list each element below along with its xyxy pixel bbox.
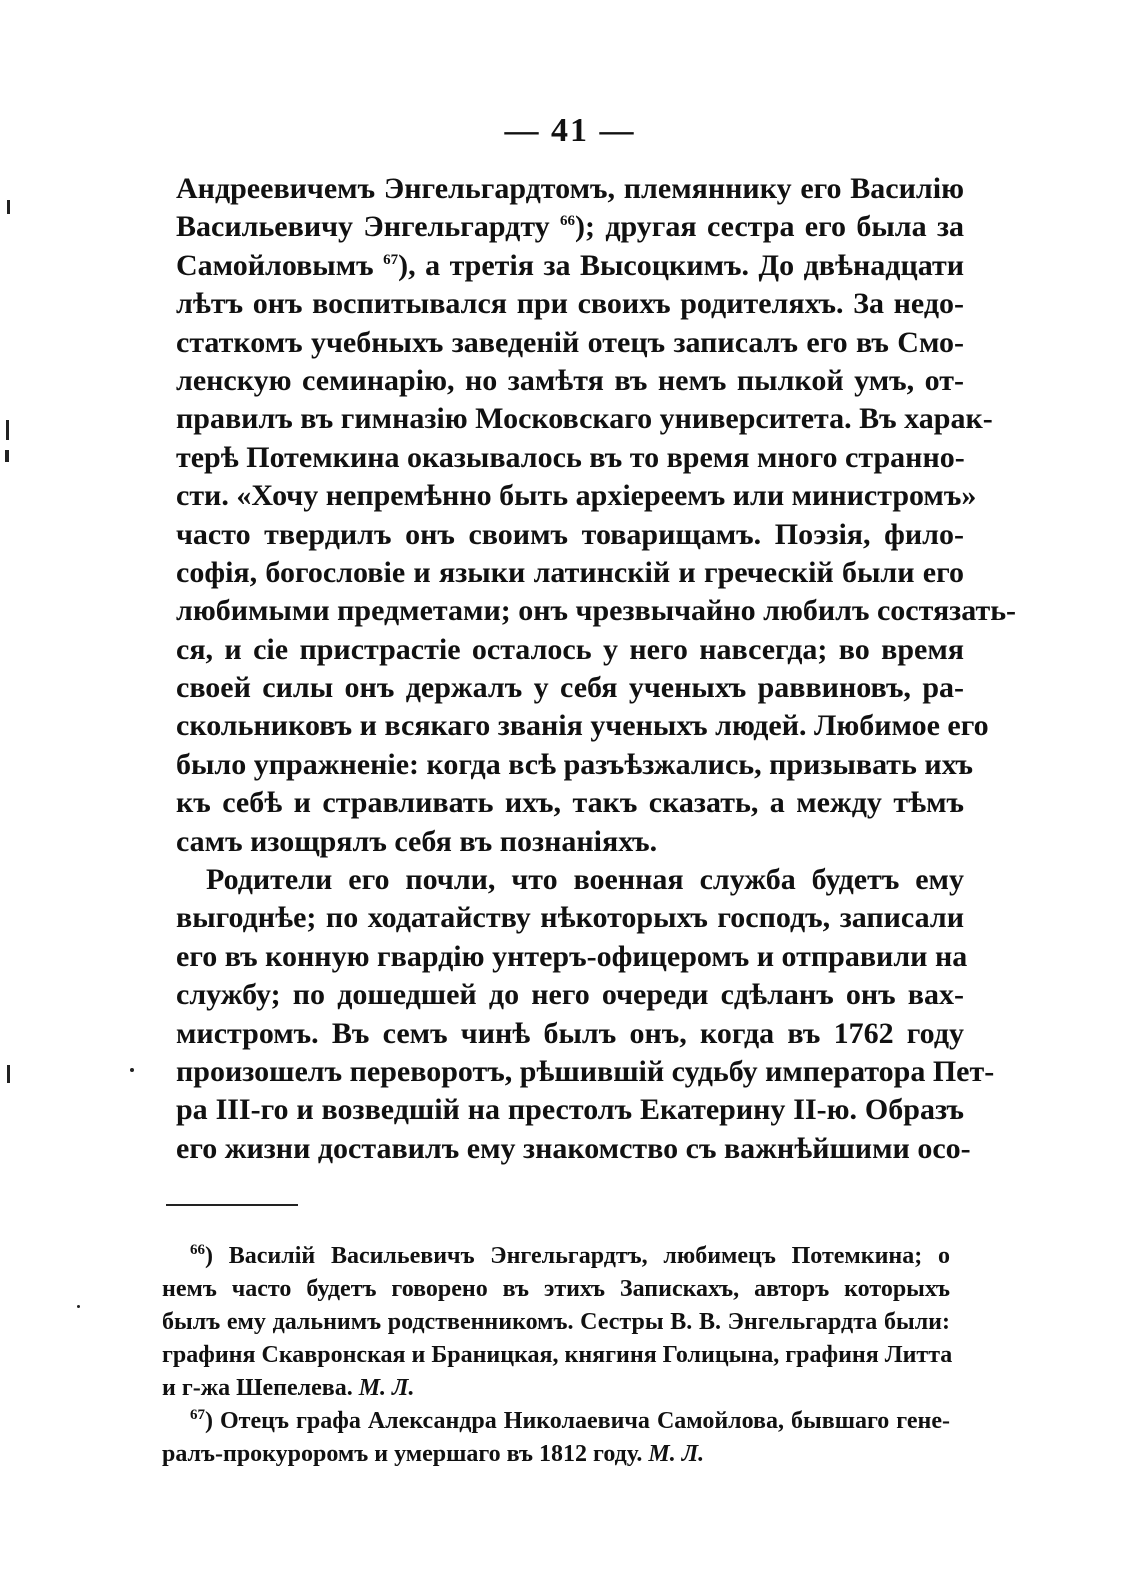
text-line: ся, и сіе пристрастіе осталось у него навсегда; во время — [176, 632, 964, 666]
footnote-line: $^{67}$) Отецъ графа Александра Николаевича Самойлова, бывшаго гене- — [190, 1407, 950, 1434]
text-line: произошелъ переворотъ, рѣшившій судьбу императора Пет- — [176, 1054, 995, 1088]
text-line: терѣ Потемкина оказывалось въ то время много странно- — [176, 440, 965, 474]
footnote-divider — [166, 1204, 298, 1206]
scan-mark — [7, 1065, 10, 1083]
page-number: — 41 — — [504, 112, 636, 149]
text-line: Андреевичемъ Энгельгардтомъ, племяннику его Василію — [176, 172, 964, 205]
footnote-line: и г-жа Шепелева. М. Л. — [162, 1375, 415, 1401]
footnote-line: $^{66}$) Василій Васильевичъ Энгельгардтъ, любимецъ Потемкина; о — [190, 1242, 950, 1269]
footnote-signature: М. Л. — [358, 1375, 415, 1401]
scan-mark — [6, 420, 9, 440]
text-line: софія, богословіе и языки латинскій и греческій были его — [176, 555, 964, 589]
text-line: службу; по дошедшей до него очереди сдѣланъ онъ вах- — [176, 978, 964, 1012]
text-line: скольниковъ и всякаго званія ученыхъ людей. Любимое его — [176, 709, 989, 743]
footnote-line: ралъ-прокуроромъ и умершаго въ 1812 году. М. Л. — [162, 1441, 705, 1467]
scan-mark — [77, 1305, 80, 1308]
text-line: часто твердилъ онъ своимъ товарищамъ. Поэзія, фило- — [176, 517, 964, 551]
text-line: къ себѣ и стравливать ихъ, такъ сказать, а между тѣмъ — [176, 786, 964, 820]
text-line: Васильевичу Энгельгардту $^{66}$); другая сестра его была за — [176, 210, 964, 244]
text-line: его въ конную гвардію унтеръ-офицеромъ и отправили на — [176, 939, 968, 973]
footnote-ref-66[interactable]: 66 — [560, 213, 576, 230]
text-line: любимыми предметами; онъ чрезвычайно любилъ состязать- — [176, 594, 1017, 628]
text-line: своей силы онъ держалъ у себя ученыхъ раввиновъ, ра- — [176, 671, 964, 705]
footnotes — [162, 1240, 953, 1471]
text-line: самъ изощрялъ себя въ познаніяхъ. — [176, 824, 658, 858]
text-line: Самойловымъ $^{67}$), а третія за Высоцкимъ. До двѣнадцати — [176, 248, 964, 282]
scan-mark — [7, 200, 10, 214]
footnote-line: былъ ему дальнимъ родственникомъ. Сестры В. В. Энгельгардта были: — [162, 1309, 950, 1335]
text-line: выгоднѣе; по ходатайству нѣкоторыхъ господъ, записали — [176, 901, 964, 935]
main-text — [176, 170, 1017, 1168]
text-line: его жизни доставилъ ему знакомство съ важнѣйшими осо- — [176, 1131, 971, 1165]
text-line: статкомъ учебныхъ заведеній отецъ записалъ его въ Смо- — [176, 325, 964, 359]
footnote-signature: М. Л. — [648, 1441, 705, 1467]
footnote-line: немъ часто будетъ говорено въ этихъ Запискахъ, авторъ которыхъ — [162, 1276, 950, 1302]
scan-mark — [5, 450, 9, 462]
text-line: Родители его почли, что военная служба будетъ ему — [206, 863, 964, 897]
text-line: было упражненіе: когда всѣ разъѣзжались, призывать ихъ — [176, 747, 974, 781]
text-line: ра III-го и возведшій на престолъ Екатерину II-ю. Образъ — [176, 1093, 964, 1127]
footnote-mark-67: 67 — [190, 1407, 205, 1423]
text-line: сти. «Хочу непремѣнно быть архіереемъ или министромъ» — [176, 479, 977, 513]
footnote-mark-66: 66 — [190, 1242, 205, 1258]
text-line: мистромъ. Въ семъ чинѣ былъ онъ, когда въ 1762 году — [176, 1016, 964, 1050]
text-line: лѣтъ онъ воспитывался при своихъ родителяхъ. За недо- — [176, 287, 964, 321]
footnote-line: графиня Скавронская и Браницкая, княгиня Голицына, графиня Литта — [162, 1342, 953, 1368]
footnote-ref-67[interactable]: 67 — [383, 251, 399, 268]
scan-mark — [130, 1068, 134, 1072]
text-line: правилъ въ гимназію Московскаго университета. Въ харак- — [176, 402, 993, 436]
text-line: ленскую семинарію, но замѣтя въ немъ пылкой умъ, от- — [176, 363, 964, 397]
